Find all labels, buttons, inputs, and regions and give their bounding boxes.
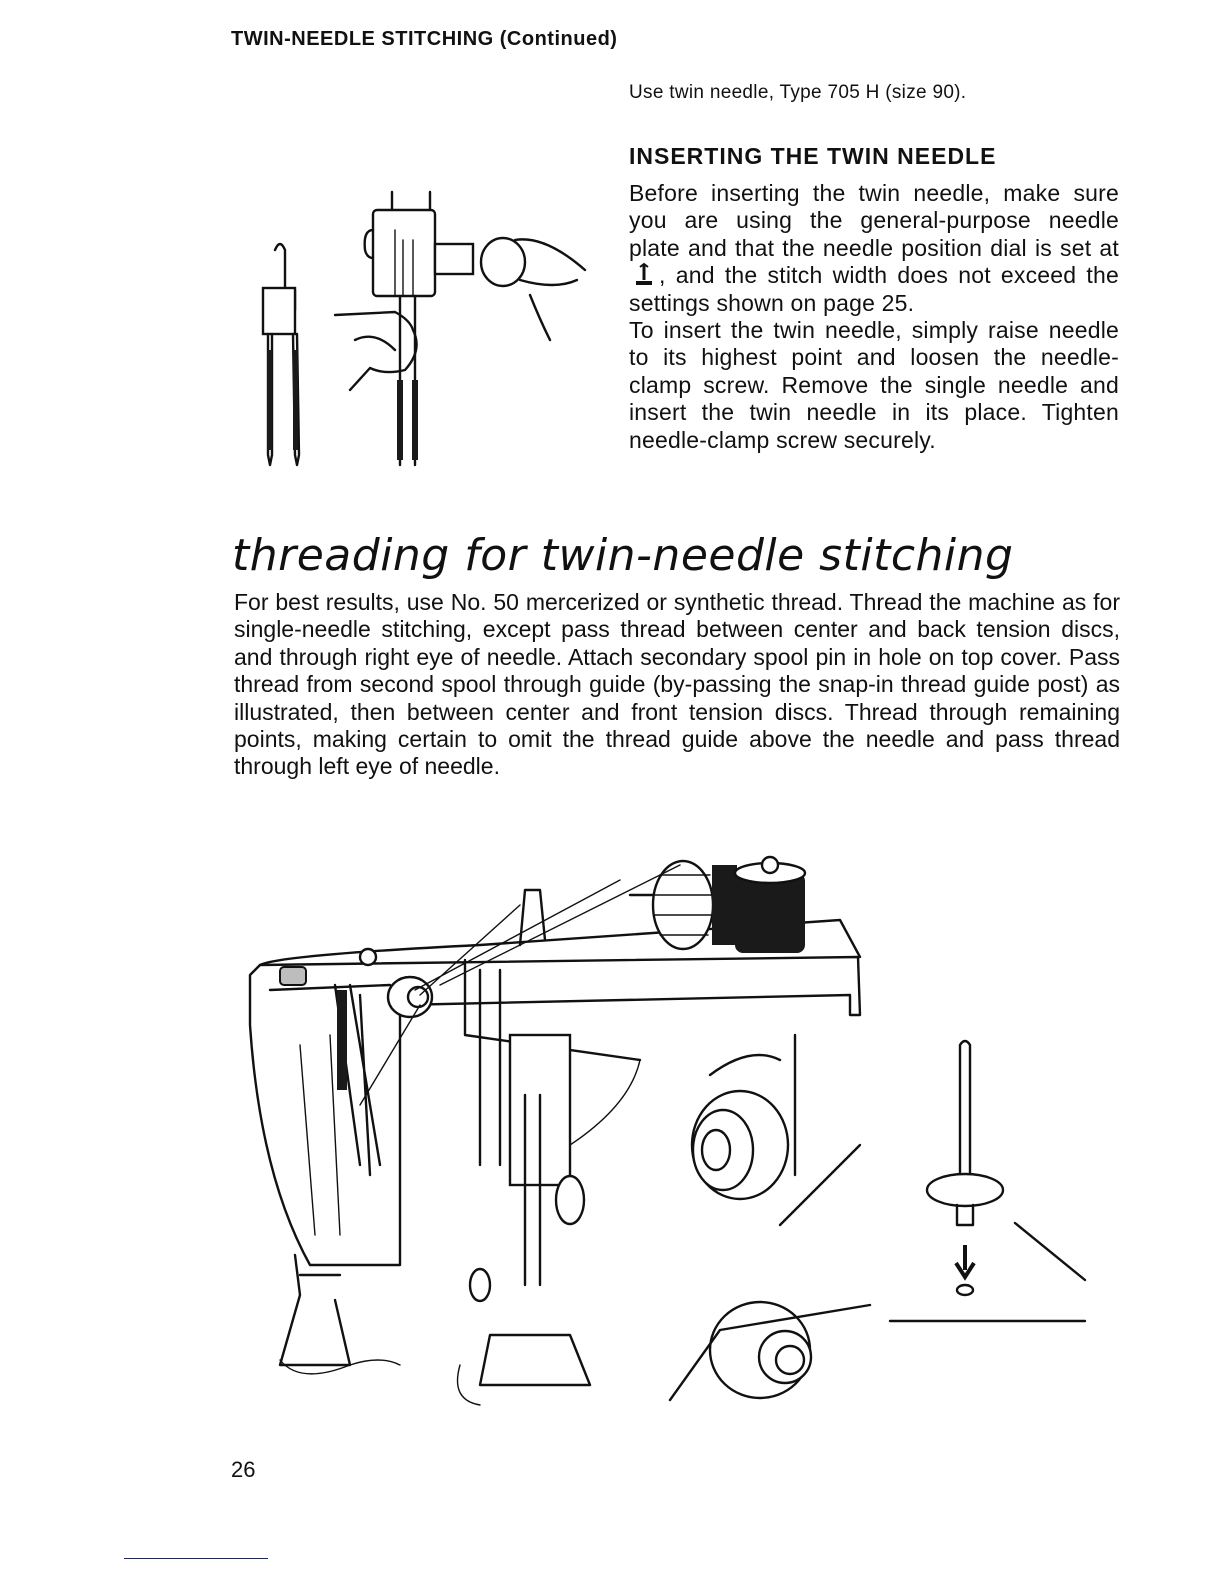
- spools: [360, 857, 805, 1105]
- inserting-text-2: , and the stitch width does not exceed the settings shown on page 25.: [629, 262, 1119, 316]
- twin-needle-icon: [263, 244, 299, 465]
- sewing-machine-threading-illustration: [240, 845, 1110, 1405]
- needle-area-inset: [458, 960, 641, 1405]
- threading-section-title: threading for twin-needle stitching: [232, 530, 1014, 581]
- inserting-text-3: To insert the twin needle, simply raise needle to its highest point and loosen the needle-clamp screw. Remove the single needle and insert the twin needle in its place. Tighten needle-clamp screw securely.: [629, 317, 1119, 453]
- running-header: TWIN-NEEDLE STITCHING (Continued): [231, 28, 618, 50]
- center-needle-position-icon: [635, 263, 653, 287]
- tension-disc-illustration: [670, 1035, 870, 1400]
- threading-instructions: For best results, use No. 50 mercerized or synthetic thread. Thread the machine as for single-needle stitching, except pass thread between center and back tension discs, and through right eye of needle. Attach secondary spool pin in hole on top cover. Pass thread from second spool through guide (by-passing the snap-in thread guide post) as illustrated, then between center and front tension discs. Thread through remaining points, making certain to omit the thread guide above the needle and pass thread through left eye of needle.: [234, 589, 1120, 780]
- inserting-text-1: Before inserting the twin needle, make sure you are using the general-purpose needle plate and that the needle position dial is set at: [629, 180, 1119, 261]
- needle-type-note: Use twin needle, Type 705 H (size 90).: [629, 82, 967, 103]
- needle-clamp-icon: [335, 192, 585, 465]
- twin-needle-illustration: [255, 180, 595, 480]
- spool-pin-illustration: [890, 1041, 1085, 1321]
- bottom-divider: [124, 1558, 268, 1559]
- inserting-instructions: [629, 180, 1119, 454]
- page-number: 26: [231, 1457, 256, 1482]
- inserting-heading: INSERTING THE TWIN NEEDLE: [629, 143, 997, 169]
